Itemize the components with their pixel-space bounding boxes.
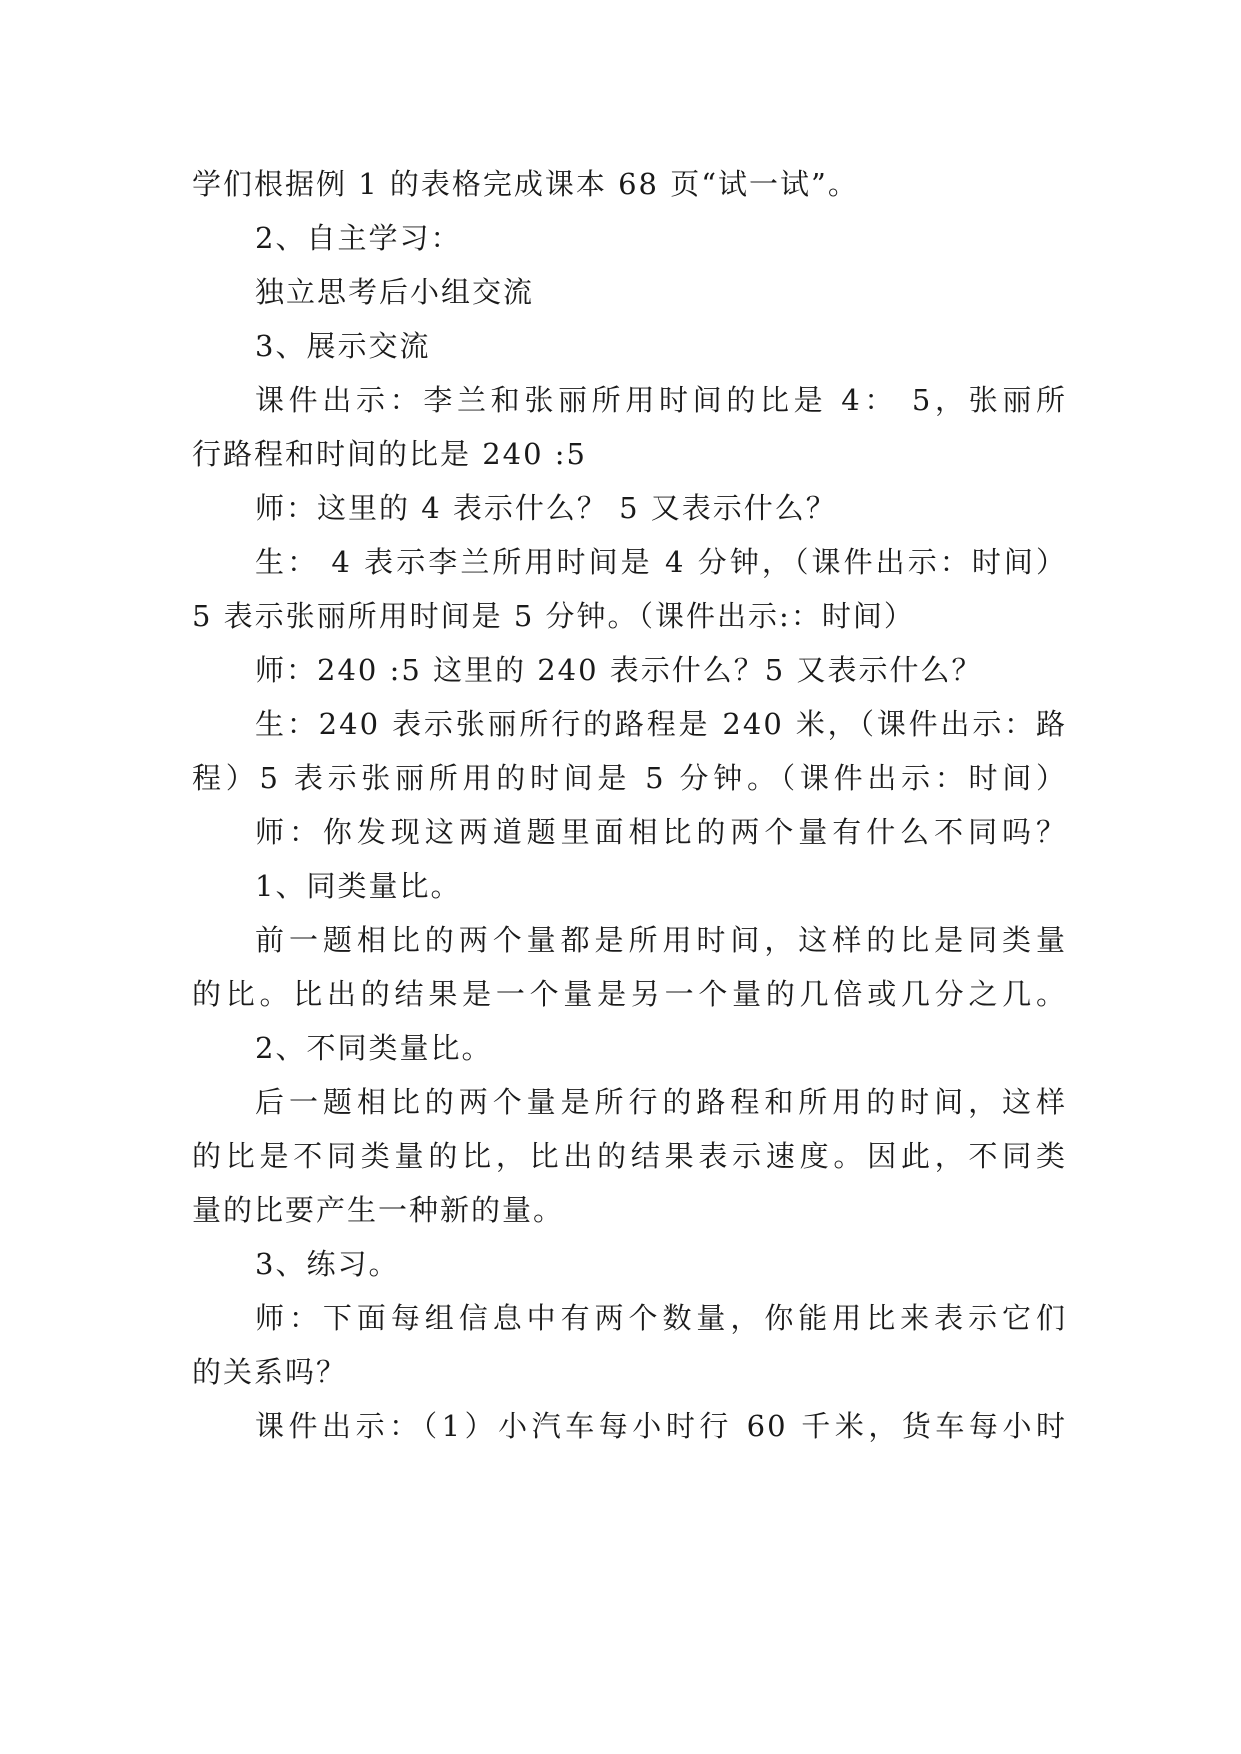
text-line: 师：下面每组信息中有两个数量，你能用比来表示它们 (255, 1301, 1067, 1335)
text-line: 学们根据例 1 的表格完成课本 68 页“试一试”。 (192, 167, 859, 201)
text-line: 2、自主学习： (255, 221, 462, 255)
text-line: 的比是不同类量的比，比出的结果表示速度。因此，不同类 (192, 1139, 1067, 1173)
text-line: 前一题相比的两个量都是所用时间，这样的比是同类量 (255, 923, 1067, 957)
text-line: 3、练习。 (255, 1247, 400, 1281)
text-line: 3、展示交流 (255, 329, 431, 363)
text-line: 生：240 表示张丽所行的路程是 240 米，（课件出示：路 (255, 707, 1067, 741)
text-line: 师：240 :5 这里的 240 表示什么？5 又表示什么？ (255, 653, 983, 687)
text-line: 师：这里的 4 表示什么？ 5 又表示什么？ (255, 491, 837, 525)
text-line: 生： 4 表示李兰所用时间是 4 分钟，（课件出示：时间） (255, 545, 1067, 579)
text-line: 课件出示：（1）小汽车每小时行 60 千米，货车每小时 (255, 1409, 1067, 1443)
text-line: 独立思考后小组交流 (255, 275, 535, 309)
text-line: 师：你发现这两道题里面相比的两个量有什么不同吗？ (255, 815, 1067, 849)
text-line: 量的比要产生一种新的量。 (192, 1193, 565, 1227)
text-line: 的比。比出的结果是一个量是另一个量的几倍或几分之几。 (192, 977, 1067, 1011)
text-line: 2、不同类量比。 (255, 1031, 493, 1065)
text-line: 行路程和时间的比是 240 :5 (192, 437, 588, 471)
text-line: 程）5 表示张丽所用的时间是 5 分钟。（课件出示：时间） (192, 761, 1067, 795)
text-line: 1、同类量比。 (255, 869, 462, 903)
text-line: 5 表示张丽所用时间是 5 分钟。（课件出示:：时间） (192, 599, 915, 633)
text-line: 后一题相比的两个量是所行的路程和所用的时间，这样 (255, 1085, 1067, 1119)
text-line: 课件出示：李兰和张丽所用时间的比是 4： 5，张丽所 (255, 383, 1067, 417)
text-line: 的关系吗？ (192, 1355, 348, 1389)
